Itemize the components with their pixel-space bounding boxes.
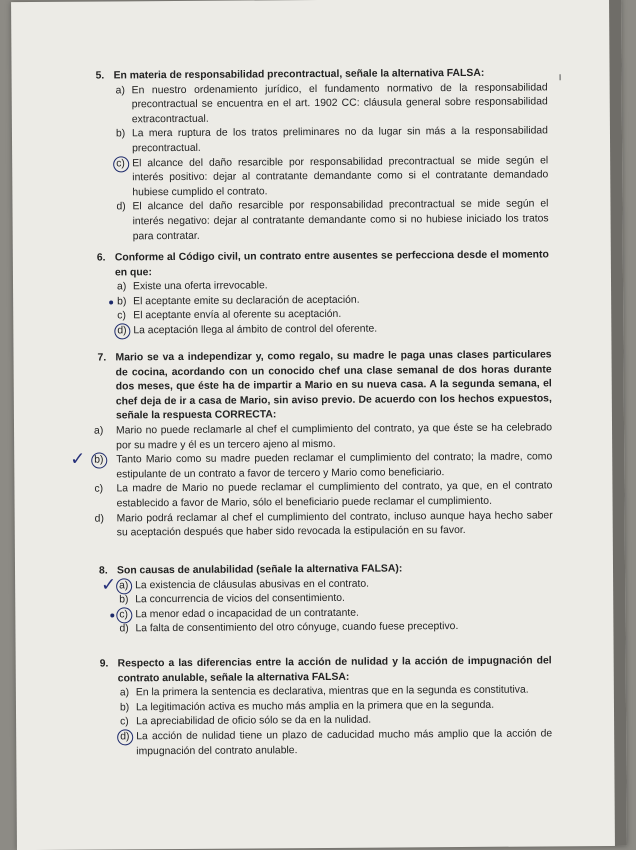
option-letter: d): [116, 201, 126, 213]
option-letter: c): [120, 716, 129, 728]
option-letter: c): [119, 609, 129, 621]
option-text: El aceptante emite su declaración de aceptación.: [133, 294, 360, 308]
option-text: La menor edad o incapacidad de un contratante.: [135, 607, 359, 621]
option-text: El alcance del daño resarcible por responsabilidad precontractual se mide según el interés negativo: dejar al contratante demandante como si no hubiese iniciado los tratos para contratar.: [132, 198, 549, 242]
ink-circle-mark: [117, 729, 133, 745]
ink-circle-mark: [116, 607, 132, 623]
option-letter: a): [94, 425, 104, 437]
question-7-option-b[interactable]: [70, 448, 553, 483]
option-letter: d): [94, 513, 104, 525]
option-letter-checked: [70, 448, 116, 483]
ink-circle-mark: [116, 578, 132, 594]
option-letter: b): [119, 594, 129, 606]
question-6: [97, 248, 550, 339]
option-letter: a): [115, 84, 125, 97]
option-text: Existe una oferta irrevocable.: [133, 280, 268, 293]
question-8: [99, 561, 551, 637]
question-6-heading: [97, 248, 549, 280]
question-text: Mario se va a independizar y, como regalo, su madre le paga unas clases particulares de cocina, acordando con un conocido chef una clase semanal de dos horas durante dos meses, que éste ha de impartir a Mario en su nueva casa. A la segunda semana, el chef deja de ir a casa de Mario, sin aviso previo. De acuerdo con los hechos expuestos, señale la respuesta CORRECTA:: [115, 349, 552, 422]
ink-circle-mark: [113, 156, 129, 172]
question-number: 6.: [96, 252, 106, 264]
option-letter-dotted: [117, 295, 133, 310]
checkmark-icon: ✓: [101, 574, 117, 596]
option-text: La legitimación activa es mucho más amplia en la primera que en la segunda.: [135, 699, 495, 714]
option-letter-checked: [101, 574, 135, 596]
option-text: La acción de nulidad tiene un plazo de caducidad mucho más amplio que la acción de impugnación del contrato anulable.: [136, 728, 553, 757]
option-letter: d): [117, 325, 127, 337]
question-8-option-d[interactable]: [119, 620, 551, 638]
checkmark-icon: ✓: [70, 448, 86, 470]
question-7-option-a[interactable]: [94, 421, 552, 453]
option-letter: c): [116, 157, 125, 169]
option-text: El aceptante envía al oferente su aceptación.: [133, 309, 342, 322]
option-text: Mario no puede reclamarle al chef el cumplimiento del contrato, ya que éste se ha celebrado por su madre y él es un tercero ajeno al mismo.: [116, 422, 553, 451]
question-9-option-d[interactable]: [120, 727, 552, 759]
question-9-heading: [100, 654, 552, 686]
option-letter: a): [117, 281, 127, 293]
option-text: Mario podrá reclamar al chef el cumplimiento del contrato, incluso aunque haya hecho saber su aceptación después que haber sido revocada la estipulación en su favor.: [116, 509, 553, 539]
option-letter: d): [119, 623, 129, 635]
question-7-option-c[interactable]: [94, 480, 552, 512]
question-9: [100, 654, 553, 759]
option-letter-circled: [117, 324, 133, 339]
option-text: En nuestro ordenamiento jurídico, el fundamento normativo de la responsabilidad precontractual se encuentra en el art. 1902 CC: cláusula general sobre responsabilidad extracontractual.: [131, 81, 548, 126]
ink-dot-mark: [109, 300, 113, 304]
option-letter: c): [94, 483, 104, 495]
option-letter: b): [119, 702, 130, 714]
option-text: La existencia de cláusulas abusivas en el contrato.: [135, 578, 370, 591]
question-7: [70, 348, 553, 541]
option-text: La aceptación llega al ámbito de control del oferente.: [133, 323, 378, 337]
question-7-heading: [97, 348, 551, 424]
option-text: La falta de consentimiento del otro cónyuge, cuando fuese preceptivo.: [135, 621, 459, 635]
option-letter: c): [117, 310, 126, 322]
question-7-option-d[interactable]: [95, 509, 553, 541]
option-letter: a): [119, 579, 129, 591]
question-number: 8.: [98, 565, 108, 577]
ink-dot-mark: [110, 613, 114, 617]
question-text: En materia de responsabilidad precontractual, señale la alternativa FALSA:: [113, 67, 485, 82]
question-5: [96, 66, 549, 244]
question-6-option-d[interactable]: [117, 321, 549, 339]
option-text: La concurrencia de vicios del consentimiento.: [135, 593, 345, 606]
option-letter-circled: [116, 157, 132, 201]
question-5-option-d[interactable]: [116, 198, 548, 245]
question-5-option-c[interactable]: [116, 154, 548, 201]
ink-circle-mark: [114, 323, 130, 339]
ink-circle-mark: [91, 453, 107, 469]
option-letter: d): [120, 731, 130, 743]
option-text: En la primera la sentencia es declarativa, mientras que en la segunda es constitutiva.: [135, 684, 529, 699]
stray-pen-mark: [560, 74, 561, 80]
question-number: 5.: [95, 70, 105, 82]
option-text: La apreciabilidad de oficio sólo se da en la nulidad.: [136, 715, 372, 728]
question-text: Respecto a las diferencias entre la acción de nulidad y la acción de impugnación del contrato anulable, señale la alternativa FALSA:: [117, 655, 552, 685]
option-text: La mera ruptura de los tratos preliminares no da lugar sin más a la responsabilidad precontractual.: [131, 125, 549, 155]
question-number: 7.: [97, 352, 107, 364]
page-shadow-edge: [609, 0, 627, 846]
option-letter: b): [94, 454, 104, 466]
question-text: Conforme al Código civil, un contrato entre ausentes se perfecciona desde el momento en que:: [114, 249, 549, 279]
question-text: Son causas de anulabilidad (señale la alternativa FALSA):: [116, 563, 403, 577]
exam-page: [11, 0, 627, 850]
option-text: Tanto Mario como su madre pueden reclamar el cumplimiento del contrato; la madre, como estipulante de un contrato a favor de tercero y Mario como beneficiario.: [116, 451, 553, 481]
option-letter: a): [119, 687, 130, 699]
question-5-option-b[interactable]: [116, 125, 548, 157]
option-text: La madre de Mario no puede reclamar el cumplimiento del contrato, ya que, en el contrato establecido a favor de Mario, sólo el beneficiario puede reclamar el cumplimiento.: [116, 480, 553, 510]
question-5-option-a[interactable]: [116, 81, 548, 128]
question-number: 9.: [99, 658, 109, 670]
option-letter: b): [115, 128, 126, 140]
option-letter: b): [117, 296, 127, 308]
option-letter-circled: [120, 730, 136, 759]
option-letter-circled: [119, 608, 135, 623]
option-text: El alcance del daño resarcible por responsabilidad precontractual se mide según el interés positivo: dejar al contratante demandante como si el contratante demandado hubiese cumplido el contrato.: [132, 154, 549, 199]
